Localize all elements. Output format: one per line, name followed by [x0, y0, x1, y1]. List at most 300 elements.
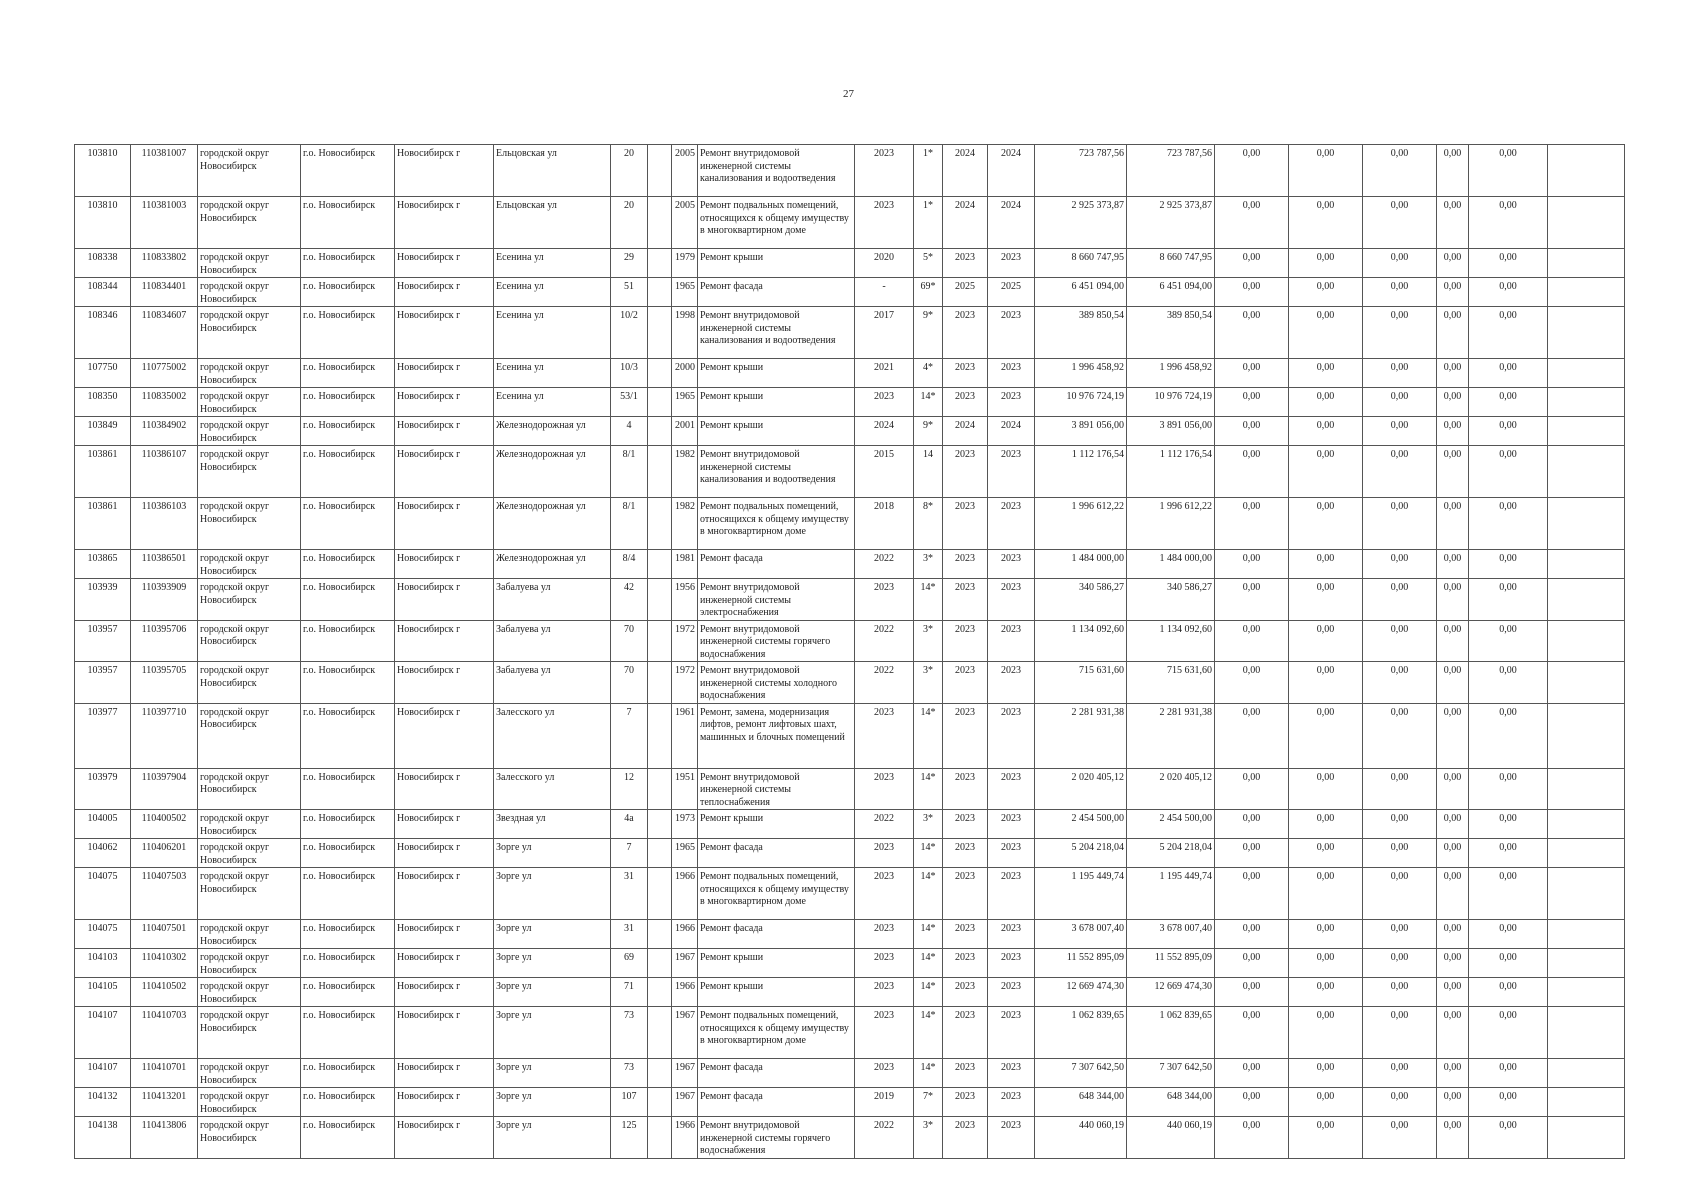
cell-house-number: 70	[611, 662, 648, 704]
cell-house-number: 42	[611, 579, 648, 621]
cell-house-number: 125	[611, 1117, 648, 1159]
cell-municipality-short: г.о. Новосибирск	[301, 949, 395, 978]
cell-house-number: 70	[611, 620, 648, 662]
cell-municipality: городской округ Новосибирск	[198, 249, 301, 278]
cell-owners-cost: 0,00	[1289, 446, 1363, 498]
cell-year-built: 2000	[672, 359, 698, 388]
cell-regional-fund-cost: 2 925 373,87	[1127, 197, 1215, 249]
cell-plan-end-year: 2023	[988, 498, 1035, 550]
cell-last-repair-year: 2024	[855, 417, 914, 446]
cell-note	[1548, 810, 1625, 839]
cell-municipality: городской округ Новосибирск	[198, 768, 301, 810]
cell-priority: 3*	[914, 810, 943, 839]
cell-street: Залесского ул	[494, 703, 611, 768]
cell-total-cost: 2 020 405,12	[1035, 768, 1127, 810]
cell-local-budget-cost: 0,00	[1215, 359, 1289, 388]
cell-plan-end-year: 2024	[988, 197, 1035, 249]
cell-note	[1548, 1059, 1625, 1088]
cell-year-built: 2001	[672, 417, 698, 446]
cell-note	[1548, 307, 1625, 359]
cell-plan-end-year: 2023	[988, 1088, 1035, 1117]
cell-reserve: 0,00	[1437, 145, 1469, 197]
cell-owners-cost: 0,00	[1289, 197, 1363, 249]
cell-last-repair-year: 2023	[855, 388, 914, 417]
cell-municipality-short: г.о. Новосибирск	[301, 662, 395, 704]
cell-house-number: 31	[611, 868, 648, 920]
cell-other-cost: 0,00	[1363, 620, 1437, 662]
cell-priority: 14*	[914, 579, 943, 621]
cell-street: Зорге ул	[494, 978, 611, 1007]
cell-reserve: 0,00	[1437, 278, 1469, 307]
cell-other-cost: 0,00	[1363, 810, 1437, 839]
cell-owners-cost: 0,00	[1289, 662, 1363, 704]
cell-work-type: Ремонт фасада	[698, 839, 855, 868]
cell-street: Есенина ул	[494, 359, 611, 388]
cell-regional-fund-cost: 2 281 931,38	[1127, 703, 1215, 768]
cell-priority: 7*	[914, 1088, 943, 1117]
cell-other-cost: 0,00	[1363, 498, 1437, 550]
cell-note	[1548, 1117, 1625, 1159]
cell-municipality: городской округ Новосибирск	[198, 388, 301, 417]
cell-priority: 14*	[914, 388, 943, 417]
cell-house-id: 104103	[75, 949, 131, 978]
cell-local-budget-cost: 0,00	[1215, 620, 1289, 662]
cell-priority: 9*	[914, 307, 943, 359]
cell-municipality-short: г.о. Новосибирск	[301, 359, 395, 388]
cell-house-id: 104107	[75, 1059, 131, 1088]
cell-building	[648, 703, 672, 768]
cell-priority: 3*	[914, 1117, 943, 1159]
cell-local-budget-cost: 0,00	[1215, 839, 1289, 868]
cell-note	[1548, 249, 1625, 278]
cell-local-budget-cost: 0,00	[1215, 550, 1289, 579]
cell-house-number: 10/3	[611, 359, 648, 388]
cell-local-budget-cost: 0,00	[1215, 868, 1289, 920]
cell-total-cost: 2 281 931,38	[1035, 703, 1127, 768]
cell-house-id: 103977	[75, 703, 131, 768]
cell-settlement: Новосибирск г	[395, 579, 494, 621]
cell-year-built: 1966	[672, 920, 698, 949]
cell-last-repair-year: 2023	[855, 768, 914, 810]
table-row	[75, 1117, 1625, 1159]
cell-settlement: Новосибирск г	[395, 920, 494, 949]
cell-other-cost: 0,00	[1363, 307, 1437, 359]
cell-municipality-short: г.о. Новосибирск	[301, 417, 395, 446]
cell-municipality: городской округ Новосибирск	[198, 550, 301, 579]
cell-extra-cost: 0,00	[1469, 498, 1548, 550]
cell-other-cost: 0,00	[1363, 920, 1437, 949]
cell-street: Есенина ул	[494, 278, 611, 307]
cell-building	[648, 1117, 672, 1159]
cell-settlement: Новосибирск г	[395, 359, 494, 388]
cell-extra-cost: 0,00	[1469, 810, 1548, 839]
cell-street: Залесского ул	[494, 768, 611, 810]
cell-regional-fund-cost: 5 204 218,04	[1127, 839, 1215, 868]
cell-extra-cost: 0,00	[1469, 703, 1548, 768]
cell-object-id: 110410703	[131, 1007, 198, 1059]
cell-building	[648, 307, 672, 359]
cell-note	[1548, 446, 1625, 498]
cell-house-number: 20	[611, 145, 648, 197]
cell-municipality: городской округ Новосибирск	[198, 307, 301, 359]
cell-extra-cost: 0,00	[1469, 1007, 1548, 1059]
cell-work-type: Ремонт крыши	[698, 417, 855, 446]
cell-total-cost: 440 060,19	[1035, 1117, 1127, 1159]
cell-house-number: 53/1	[611, 388, 648, 417]
cell-year-built: 1967	[672, 1059, 698, 1088]
cell-house-id: 104062	[75, 839, 131, 868]
cell-plan-start-year: 2023	[943, 359, 988, 388]
cell-year-built: 1956	[672, 579, 698, 621]
cell-settlement: Новосибирск г	[395, 768, 494, 810]
cell-work-type: Ремонт внутридомовой инженерной системы канализования и водоотведения	[698, 307, 855, 359]
cell-note	[1548, 388, 1625, 417]
cell-municipality-short: г.о. Новосибирск	[301, 768, 395, 810]
cell-note	[1548, 620, 1625, 662]
cell-object-id: 110400502	[131, 810, 198, 839]
cell-other-cost: 0,00	[1363, 868, 1437, 920]
cell-owners-cost: 0,00	[1289, 839, 1363, 868]
cell-plan-end-year: 2023	[988, 359, 1035, 388]
cell-plan-end-year: 2024	[988, 145, 1035, 197]
cell-local-budget-cost: 0,00	[1215, 197, 1289, 249]
cell-street: Ельцовская ул	[494, 145, 611, 197]
cell-house-id: 104138	[75, 1117, 131, 1159]
cell-total-cost: 340 586,27	[1035, 579, 1127, 621]
cell-street: Есенина ул	[494, 249, 611, 278]
cell-settlement: Новосибирск г	[395, 307, 494, 359]
cell-total-cost: 2 925 373,87	[1035, 197, 1127, 249]
cell-plan-end-year: 2024	[988, 417, 1035, 446]
cell-priority: 1*	[914, 197, 943, 249]
cell-total-cost: 8 660 747,95	[1035, 249, 1127, 278]
table-row	[75, 1007, 1625, 1059]
cell-building	[648, 249, 672, 278]
cell-note	[1548, 579, 1625, 621]
cell-building	[648, 446, 672, 498]
cell-object-id: 110833802	[131, 249, 198, 278]
cell-plan-start-year: 2023	[943, 810, 988, 839]
cell-house-id: 107750	[75, 359, 131, 388]
cell-year-built: 2005	[672, 197, 698, 249]
cell-extra-cost: 0,00	[1469, 949, 1548, 978]
cell-year-built: 1967	[672, 949, 698, 978]
cell-work-type: Ремонт фасада	[698, 278, 855, 307]
cell-extra-cost: 0,00	[1469, 197, 1548, 249]
cell-work-type: Ремонт крыши	[698, 949, 855, 978]
cell-house-id: 103865	[75, 550, 131, 579]
cell-reserve: 0,00	[1437, 1088, 1469, 1117]
cell-settlement: Новосибирск г	[395, 703, 494, 768]
cell-building	[648, 197, 672, 249]
cell-work-type: Ремонт фасада	[698, 1088, 855, 1117]
cell-year-built: 1981	[672, 550, 698, 579]
cell-last-repair-year: 2022	[855, 550, 914, 579]
cell-regional-fund-cost: 1 195 449,74	[1127, 868, 1215, 920]
cell-owners-cost: 0,00	[1289, 703, 1363, 768]
cell-local-budget-cost: 0,00	[1215, 949, 1289, 978]
cell-work-type: Ремонт подвальных помещений, относящихся к общему имуществу в многоквартирном доме	[698, 1007, 855, 1059]
cell-regional-fund-cost: 3 891 056,00	[1127, 417, 1215, 446]
cell-reserve: 0,00	[1437, 978, 1469, 1007]
cell-work-type: Ремонт, замена, модернизация лифтов, ремонт лифтовых шахт, машинных и блочных помещений	[698, 703, 855, 768]
cell-reserve: 0,00	[1437, 1059, 1469, 1088]
cell-local-budget-cost: 0,00	[1215, 1007, 1289, 1059]
cell-house-number: 8/1	[611, 498, 648, 550]
cell-settlement: Новосибирск г	[395, 417, 494, 446]
cell-last-repair-year: 2023	[855, 949, 914, 978]
cell-last-repair-year: 2023	[855, 868, 914, 920]
cell-extra-cost: 0,00	[1469, 839, 1548, 868]
cell-priority: 14*	[914, 978, 943, 1007]
cell-municipality-short: г.о. Новосибирск	[301, 446, 395, 498]
cell-work-type: Ремонт внутридомовой инженерной системы канализования и водоотведения	[698, 145, 855, 197]
cell-settlement: Новосибирск г	[395, 662, 494, 704]
table-row	[75, 1059, 1625, 1088]
cell-other-cost: 0,00	[1363, 1117, 1437, 1159]
table-row	[75, 703, 1625, 768]
cell-regional-fund-cost: 648 344,00	[1127, 1088, 1215, 1117]
cell-municipality: городской округ Новосибирск	[198, 1117, 301, 1159]
cell-municipality-short: г.о. Новосибирск	[301, 197, 395, 249]
cell-plan-start-year: 2023	[943, 498, 988, 550]
cell-street: Забалуева ул	[494, 579, 611, 621]
cell-house-number: 29	[611, 249, 648, 278]
cell-last-repair-year: 2023	[855, 145, 914, 197]
cell-year-built: 1965	[672, 839, 698, 868]
cell-reserve: 0,00	[1437, 839, 1469, 868]
cell-object-id: 110410701	[131, 1059, 198, 1088]
cell-regional-fund-cost: 1 484 000,00	[1127, 550, 1215, 579]
cell-last-repair-year: 2023	[855, 920, 914, 949]
cell-work-type: Ремонт внутридомовой инженерной системы холодного водоснабжения	[698, 662, 855, 704]
cell-work-type: Ремонт крыши	[698, 978, 855, 1007]
cell-plan-end-year: 2023	[988, 579, 1035, 621]
cell-total-cost: 1 134 092,60	[1035, 620, 1127, 662]
cell-settlement: Новосибирск г	[395, 978, 494, 1007]
cell-local-budget-cost: 0,00	[1215, 768, 1289, 810]
cell-object-id: 110397710	[131, 703, 198, 768]
cell-regional-fund-cost: 340 586,27	[1127, 579, 1215, 621]
cell-regional-fund-cost: 3 678 007,40	[1127, 920, 1215, 949]
cell-total-cost: 3 891 056,00	[1035, 417, 1127, 446]
cell-municipality-short: г.о. Новосибирск	[301, 978, 395, 1007]
cell-plan-end-year: 2023	[988, 810, 1035, 839]
cell-regional-fund-cost: 1 996 612,22	[1127, 498, 1215, 550]
cell-building	[648, 620, 672, 662]
cell-local-budget-cost: 0,00	[1215, 1117, 1289, 1159]
cell-last-repair-year: 2022	[855, 620, 914, 662]
cell-note	[1548, 768, 1625, 810]
cell-street: Звездная ул	[494, 810, 611, 839]
cell-total-cost: 1 484 000,00	[1035, 550, 1127, 579]
cell-work-type: Ремонт внутридомовой инженерной системы теплоснабжения	[698, 768, 855, 810]
cell-other-cost: 0,00	[1363, 1059, 1437, 1088]
cell-plan-start-year: 2023	[943, 446, 988, 498]
cell-street: Зорге ул	[494, 839, 611, 868]
cell-settlement: Новосибирск г	[395, 839, 494, 868]
cell-reserve: 0,00	[1437, 1117, 1469, 1159]
cell-owners-cost: 0,00	[1289, 550, 1363, 579]
cell-house-number: 51	[611, 278, 648, 307]
cell-plan-end-year: 2025	[988, 278, 1035, 307]
cell-house-id: 103939	[75, 579, 131, 621]
cell-regional-fund-cost: 10 976 724,19	[1127, 388, 1215, 417]
cell-plan-end-year: 2023	[988, 768, 1035, 810]
cell-settlement: Новосибирск г	[395, 249, 494, 278]
cell-reserve: 0,00	[1437, 949, 1469, 978]
cell-municipality-short: г.о. Новосибирск	[301, 620, 395, 662]
cell-total-cost: 11 552 895,09	[1035, 949, 1127, 978]
registry-table	[74, 144, 1625, 1159]
cell-extra-cost: 0,00	[1469, 920, 1548, 949]
cell-last-repair-year: 2023	[855, 1059, 914, 1088]
cell-object-id: 110835002	[131, 388, 198, 417]
cell-building	[648, 768, 672, 810]
cell-other-cost: 0,00	[1363, 978, 1437, 1007]
cell-settlement: Новосибирск г	[395, 1088, 494, 1117]
cell-total-cost: 1 195 449,74	[1035, 868, 1127, 920]
cell-object-id: 110775002	[131, 359, 198, 388]
cell-house-number: 8/4	[611, 550, 648, 579]
cell-building	[648, 1088, 672, 1117]
cell-year-built: 1967	[672, 1088, 698, 1117]
cell-building	[648, 810, 672, 839]
cell-reserve: 0,00	[1437, 768, 1469, 810]
cell-owners-cost: 0,00	[1289, 1059, 1363, 1088]
cell-reserve: 0,00	[1437, 249, 1469, 278]
cell-building	[648, 498, 672, 550]
cell-plan-end-year: 2023	[988, 388, 1035, 417]
cell-year-built: 1966	[672, 1117, 698, 1159]
cell-year-built: 1951	[672, 768, 698, 810]
cell-municipality: городской округ Новосибирск	[198, 278, 301, 307]
cell-extra-cost: 0,00	[1469, 359, 1548, 388]
page-number: 27	[843, 88, 854, 100]
cell-plan-start-year: 2023	[943, 1007, 988, 1059]
cell-building	[648, 662, 672, 704]
cell-regional-fund-cost: 1 134 092,60	[1127, 620, 1215, 662]
cell-last-repair-year: 2022	[855, 1117, 914, 1159]
cell-house-id: 104107	[75, 1007, 131, 1059]
cell-owners-cost: 0,00	[1289, 1117, 1363, 1159]
cell-plan-end-year: 2023	[988, 949, 1035, 978]
cell-object-id: 110386501	[131, 550, 198, 579]
cell-regional-fund-cost: 715 631,60	[1127, 662, 1215, 704]
cell-municipality-short: г.о. Новосибирск	[301, 1117, 395, 1159]
cell-priority: 14*	[914, 949, 943, 978]
cell-house-number: 71	[611, 978, 648, 1007]
table-row	[75, 839, 1625, 868]
cell-municipality-short: г.о. Новосибирск	[301, 1007, 395, 1059]
cell-other-cost: 0,00	[1363, 703, 1437, 768]
cell-year-built: 1979	[672, 249, 698, 278]
cell-municipality: городской округ Новосибирск	[198, 1007, 301, 1059]
cell-plan-end-year: 2023	[988, 839, 1035, 868]
cell-other-cost: 0,00	[1363, 249, 1437, 278]
cell-building	[648, 978, 672, 1007]
cell-plan-start-year: 2023	[943, 249, 988, 278]
cell-extra-cost: 0,00	[1469, 307, 1548, 359]
cell-last-repair-year: 2022	[855, 810, 914, 839]
cell-reserve: 0,00	[1437, 498, 1469, 550]
cell-regional-fund-cost: 7 307 642,50	[1127, 1059, 1215, 1088]
cell-year-built: 2005	[672, 145, 698, 197]
cell-reserve: 0,00	[1437, 446, 1469, 498]
cell-extra-cost: 0,00	[1469, 768, 1548, 810]
cell-municipality-short: г.о. Новосибирск	[301, 498, 395, 550]
cell-house-number: 8/1	[611, 446, 648, 498]
cell-municipality-short: г.о. Новосибирск	[301, 249, 395, 278]
table-row	[75, 978, 1625, 1007]
cell-reserve: 0,00	[1437, 1007, 1469, 1059]
cell-owners-cost: 0,00	[1289, 579, 1363, 621]
cell-last-repair-year: 2017	[855, 307, 914, 359]
cell-other-cost: 0,00	[1363, 145, 1437, 197]
cell-settlement: Новосибирск г	[395, 388, 494, 417]
cell-total-cost: 6 451 094,00	[1035, 278, 1127, 307]
cell-owners-cost: 0,00	[1289, 1007, 1363, 1059]
cell-total-cost: 389 850,54	[1035, 307, 1127, 359]
cell-extra-cost: 0,00	[1469, 278, 1548, 307]
cell-street: Есенина ул	[494, 388, 611, 417]
cell-regional-fund-cost: 2 454 500,00	[1127, 810, 1215, 839]
cell-municipality-short: г.о. Новосибирск	[301, 388, 395, 417]
cell-other-cost: 0,00	[1363, 417, 1437, 446]
cell-reserve: 0,00	[1437, 359, 1469, 388]
cell-last-repair-year: -	[855, 278, 914, 307]
cell-owners-cost: 0,00	[1289, 949, 1363, 978]
cell-priority: 5*	[914, 249, 943, 278]
cell-local-budget-cost: 0,00	[1215, 810, 1289, 839]
cell-plan-start-year: 2023	[943, 768, 988, 810]
cell-house-id: 103810	[75, 145, 131, 197]
cell-municipality-short: г.о. Новосибирск	[301, 920, 395, 949]
cell-plan-end-year: 2023	[988, 446, 1035, 498]
cell-priority: 14*	[914, 703, 943, 768]
cell-other-cost: 0,00	[1363, 197, 1437, 249]
cell-municipality: городской округ Новосибирск	[198, 417, 301, 446]
cell-work-type: Ремонт крыши	[698, 249, 855, 278]
cell-municipality: городской округ Новосибирск	[198, 1059, 301, 1088]
cell-municipality: городской округ Новосибирск	[198, 839, 301, 868]
cell-settlement: Новосибирск г	[395, 145, 494, 197]
cell-settlement: Новосибирск г	[395, 868, 494, 920]
cell-building	[648, 417, 672, 446]
cell-settlement: Новосибирск г	[395, 810, 494, 839]
cell-house-id: 103810	[75, 197, 131, 249]
table-row	[75, 359, 1625, 388]
cell-house-number: 12	[611, 768, 648, 810]
cell-house-id: 103979	[75, 768, 131, 810]
cell-object-id: 110386107	[131, 446, 198, 498]
cell-other-cost: 0,00	[1363, 446, 1437, 498]
cell-object-id: 110381007	[131, 145, 198, 197]
cell-house-id: 104005	[75, 810, 131, 839]
cell-street: Железнодорожная ул	[494, 498, 611, 550]
cell-regional-fund-cost: 8 660 747,95	[1127, 249, 1215, 278]
cell-total-cost: 1 062 839,65	[1035, 1007, 1127, 1059]
cell-street: Забалуева ул	[494, 620, 611, 662]
cell-priority: 3*	[914, 550, 943, 579]
cell-building	[648, 550, 672, 579]
cell-last-repair-year: 2023	[855, 579, 914, 621]
cell-street: Зорге ул	[494, 868, 611, 920]
cell-object-id: 110381003	[131, 197, 198, 249]
cell-owners-cost: 0,00	[1289, 498, 1363, 550]
cell-last-repair-year: 2018	[855, 498, 914, 550]
cell-last-repair-year: 2015	[855, 446, 914, 498]
